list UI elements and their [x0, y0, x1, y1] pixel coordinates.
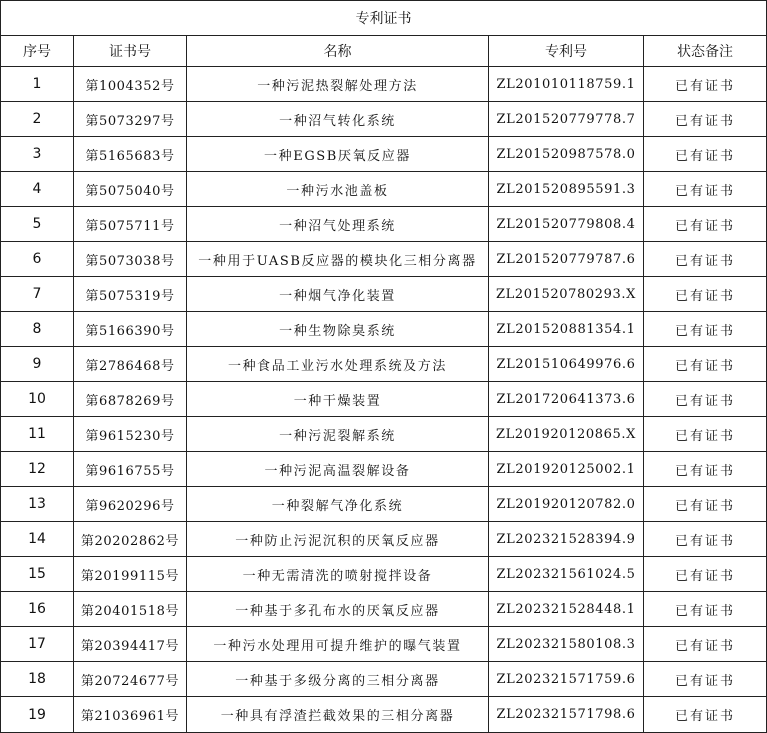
- cell-name: 一种污水池盖板: [187, 172, 489, 207]
- header-row: [1, 36, 767, 67]
- cell-seq: 3: [1, 137, 74, 172]
- table-row: [1, 67, 767, 102]
- cell-cert-no: 第2786468号: [74, 347, 187, 382]
- cell-status: 已有证书: [644, 102, 767, 137]
- cell-patent-no: ZL201920120865.X: [489, 417, 644, 452]
- cell-status: 已有证书: [644, 452, 767, 487]
- cell-status: 已有证书: [644, 487, 767, 522]
- cell-patent-no: ZL201520881354.1: [489, 312, 644, 347]
- cell-patent-no: ZL202321561024.5: [489, 557, 644, 592]
- cell-seq: 4: [1, 172, 74, 207]
- cell-patent-no: ZL202321528394.9: [489, 522, 644, 557]
- cell-status: 已有证书: [644, 557, 767, 592]
- cell-patent-no: ZL201920120782.0: [489, 487, 644, 522]
- table-row: [1, 242, 767, 277]
- table-row: [1, 417, 767, 452]
- cell-name: 一种污水处理用可提升维护的曝气装置: [187, 627, 489, 662]
- cell-name: 一种污泥热裂解处理方法: [187, 67, 489, 102]
- table-row: [1, 102, 767, 137]
- table-row: [1, 172, 767, 207]
- cell-patent-no: ZL201510649976.6: [489, 347, 644, 382]
- cell-seq: 12: [1, 452, 74, 487]
- table-row: [1, 557, 767, 592]
- cell-seq: 14: [1, 522, 74, 557]
- cell-cert-no: 第20202862号: [74, 522, 187, 557]
- cell-cert-no: 第9620296号: [74, 487, 187, 522]
- cell-seq: 16: [1, 592, 74, 627]
- cell-patent-no: ZL201720641373.6: [489, 382, 644, 417]
- cell-patent-no: ZL201010118759.1: [489, 67, 644, 102]
- cell-seq: 5: [1, 207, 74, 242]
- cell-patent-no: ZL201520987578.0: [489, 137, 644, 172]
- cell-seq: 17: [1, 627, 74, 662]
- cell-cert-no: 第20394417号: [74, 627, 187, 662]
- table-row: [1, 312, 767, 347]
- cell-name: 一种沼气转化系统: [187, 102, 489, 137]
- cell-status: 已有证书: [644, 137, 767, 172]
- cell-cert-no: 第6878269号: [74, 382, 187, 417]
- cell-cert-no: 第1004352号: [74, 67, 187, 102]
- cell-seq: 8: [1, 312, 74, 347]
- cell-name: 一种烟气净化装置: [187, 277, 489, 312]
- table-row: [1, 522, 767, 557]
- cell-patent-no: ZL202321580108.3: [489, 627, 644, 662]
- table-row: [1, 627, 767, 662]
- cell-seq: 9: [1, 347, 74, 382]
- cell-patent-no: ZL202321528448.1: [489, 592, 644, 627]
- cell-seq: 11: [1, 417, 74, 452]
- table-row: [1, 662, 767, 697]
- cell-patent-no: ZL201520895591.3: [489, 172, 644, 207]
- cell-name: 一种污泥高温裂解设备: [187, 452, 489, 487]
- cell-cert-no: 第9616755号: [74, 452, 187, 487]
- cell-name: 一种基于多孔布水的厌氧反应器: [187, 592, 489, 627]
- table-row: [1, 487, 767, 522]
- table-row: [1, 207, 767, 242]
- cell-patent-no: ZL201520779778.7: [489, 102, 644, 137]
- cell-seq: 19: [1, 697, 74, 733]
- cell-patent-no: ZL201520779808.4: [489, 207, 644, 242]
- cell-cert-no: 第20724677号: [74, 662, 187, 697]
- cell-name: 一种干燥装置: [187, 382, 489, 417]
- cell-name: 一种污泥裂解系统: [187, 417, 489, 452]
- cell-patent-no: ZL201520780293.X: [489, 277, 644, 312]
- cell-status: 已有证书: [644, 242, 767, 277]
- table-row: [1, 277, 767, 312]
- cell-seq: 18: [1, 662, 74, 697]
- cell-cert-no: 第20199115号: [74, 557, 187, 592]
- cell-status: 已有证书: [644, 67, 767, 102]
- cell-name: 一种裂解气净化系统: [187, 487, 489, 522]
- cell-status: 已有证书: [644, 382, 767, 417]
- table-row: [1, 347, 767, 382]
- table-row: [1, 137, 767, 172]
- cell-status: 已有证书: [644, 417, 767, 452]
- header-status: 状态备注: [644, 36, 767, 67]
- cell-patent-no: ZL202321571759.6: [489, 662, 644, 697]
- cell-status: 已有证书: [644, 662, 767, 697]
- cell-seq: 6: [1, 242, 74, 277]
- cell-name: 一种具有浮渣拦截效果的三相分离器: [187, 697, 489, 733]
- cell-patent-no: ZL201520779787.6: [489, 242, 644, 277]
- cell-patent-no: ZL202321571798.6: [489, 697, 644, 733]
- cell-status: 已有证书: [644, 697, 767, 733]
- cell-seq: 15: [1, 557, 74, 592]
- cell-name: 一种生物除臭系统: [187, 312, 489, 347]
- header-patent-no: 专利号: [489, 36, 644, 67]
- header-cert-no: 证书号: [74, 36, 187, 67]
- cell-seq: 7: [1, 277, 74, 312]
- cell-seq: 13: [1, 487, 74, 522]
- cell-seq: 2: [1, 102, 74, 137]
- title-row: [1, 1, 767, 36]
- cell-name: 一种无需清洗的喷射搅拌设备: [187, 557, 489, 592]
- cell-status: 已有证书: [644, 172, 767, 207]
- cell-name: 一种用于UASB反应器的模块化三相分离器: [187, 242, 489, 277]
- cell-cert-no: 第5166390号: [74, 312, 187, 347]
- table-row: [1, 697, 767, 733]
- cell-name: 一种食品工业污水处理系统及方法: [187, 347, 489, 382]
- cell-status: 已有证书: [644, 627, 767, 662]
- cell-name: 一种基于多级分离的三相分离器: [187, 662, 489, 697]
- cell-cert-no: 第5075040号: [74, 172, 187, 207]
- cell-cert-no: 第21036961号: [74, 697, 187, 733]
- cell-seq: 10: [1, 382, 74, 417]
- cell-status: 已有证书: [644, 277, 767, 312]
- table-row: [1, 452, 767, 487]
- cell-status: 已有证书: [644, 347, 767, 382]
- header-seq: 序号: [1, 36, 74, 67]
- header-name: 名称: [187, 36, 489, 67]
- cell-name: 一种沼气处理系统: [187, 207, 489, 242]
- cell-patent-no: ZL201920125002.1: [489, 452, 644, 487]
- cell-seq: 1: [1, 67, 74, 102]
- cell-cert-no: 第5073297号: [74, 102, 187, 137]
- cell-name: 一种EGSB厌氧反应器: [187, 137, 489, 172]
- cell-cert-no: 第20401518号: [74, 592, 187, 627]
- table-row: [1, 382, 767, 417]
- cell-status: 已有证书: [644, 312, 767, 347]
- cell-status: 已有证书: [644, 592, 767, 627]
- cell-cert-no: 第5075319号: [74, 277, 187, 312]
- cell-status: 已有证书: [644, 207, 767, 242]
- cell-name: 一种防止污泥沉积的厌氧反应器: [187, 522, 489, 557]
- cell-cert-no: 第5073038号: [74, 242, 187, 277]
- cell-status: 已有证书: [644, 522, 767, 557]
- table-title: 专利证书: [1, 1, 767, 36]
- cell-cert-no: 第9615230号: [74, 417, 187, 452]
- cell-cert-no: 第5165683号: [74, 137, 187, 172]
- table-row: [1, 592, 767, 627]
- cell-cert-no: 第5075711号: [74, 207, 187, 242]
